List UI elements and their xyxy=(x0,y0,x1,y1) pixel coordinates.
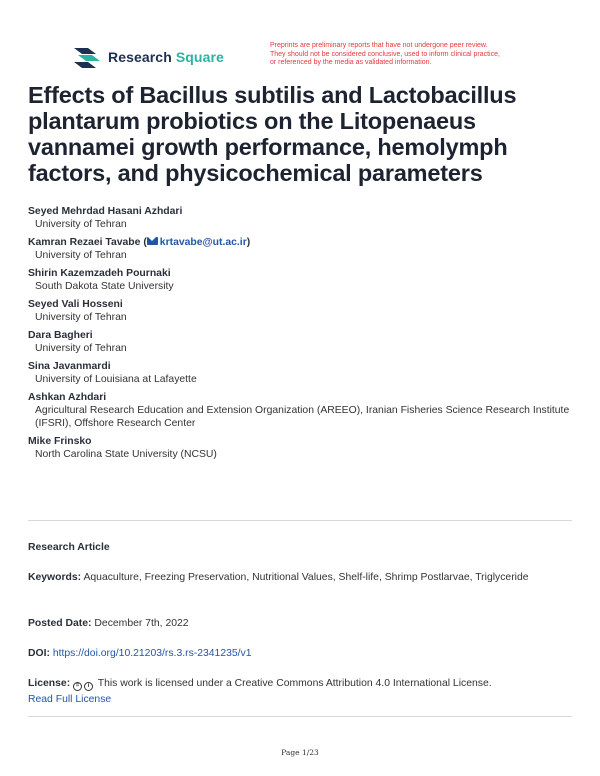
author-entry xyxy=(28,360,578,386)
author-affiliation: University of Tehran xyxy=(35,250,127,261)
author-entry xyxy=(28,298,578,324)
cc-icon: = xyxy=(73,682,82,691)
author-name: Kamran Rezaei Tavabe ( krtavabe@ut.ac.ir) xyxy=(28,237,251,248)
author-name: Seyed Vali Hosseni xyxy=(28,299,123,310)
license-label: License: xyxy=(28,678,71,689)
logo-word-research: Research xyxy=(108,49,172,65)
posted-date xyxy=(28,616,576,632)
keywords xyxy=(28,570,576,586)
logo-word-square: Square xyxy=(175,49,224,65)
author-email-link[interactable]: krtavabe@ut.ac.ir xyxy=(159,237,247,248)
author-entry xyxy=(28,205,578,231)
doi xyxy=(28,646,576,662)
keywords-label: Keywords: xyxy=(28,572,82,583)
notice-line: They should not be considered conclusive, used to inform clinical practice, xyxy=(270,50,500,58)
author-affiliation: North Carolina State University (NCSU) xyxy=(35,449,217,460)
author-list xyxy=(28,205,578,466)
posted-date-value: December 7th, 2022 xyxy=(94,618,189,629)
author-name: Shirin Kazemzadeh Pournaki xyxy=(28,268,171,279)
notice-line: or referenced by the media as validated information. xyxy=(270,59,432,67)
author-entry xyxy=(28,329,578,355)
author-entry xyxy=(28,236,578,262)
logo-wordmark xyxy=(108,49,224,65)
author-affiliation: University of Tehran xyxy=(35,312,127,323)
author-affiliation: University of Louisiana at Lafayette xyxy=(35,374,197,385)
divider xyxy=(28,520,572,521)
author-name: Sina Javanmardi xyxy=(28,361,111,372)
author-affiliation: University of Tehran xyxy=(35,219,127,230)
author-entry xyxy=(28,267,578,293)
author-entry xyxy=(28,435,578,461)
keywords-value: Aquaculture, Freezing Preservation, Nutritional Values, Shelf-life, Shrimp Postlarvae, Triglyceride xyxy=(83,572,529,583)
envelope-icon xyxy=(147,237,158,245)
license-text: This work is licensed under a Creative Commons Attribution 4.0 International License. xyxy=(97,678,492,689)
posted-date-label: Posted Date: xyxy=(28,618,92,629)
author-affiliation: South Dakota State University xyxy=(35,281,174,292)
article-type xyxy=(28,540,576,556)
paper-title: Effects of Bacillus subtilis and Lactobacillus plantarum probiotics on the Litopenaeus vannamei growth performance, hemolymph factors, and physicochemical parameters xyxy=(28,82,517,186)
author-affiliation: Agricultural Research Education and Extension Organization (AREEO), Iranian Fisheries Science Research Institute (IFSRI), Offshore Research Center xyxy=(35,405,570,429)
doi-link[interactable]: https://doi.org/10.21203/rs.3.rs-2341235/v1 xyxy=(52,648,252,659)
cc-by-icon: i xyxy=(84,682,93,691)
preprint-notice xyxy=(270,42,570,68)
read-full-license-link[interactable]: Read Full License xyxy=(28,693,112,705)
author-entry xyxy=(28,391,578,430)
divider xyxy=(28,716,572,717)
author-name: Ashkan Azhdari xyxy=(28,392,107,403)
author-name: Seyed Mehrdad Hasani Azhdari xyxy=(28,206,183,217)
research-square-logo[interactable] xyxy=(74,46,224,68)
author-name: Dara Bagheri xyxy=(28,330,93,341)
doi-label: DOI: xyxy=(28,648,50,659)
page-number: Page 1/23 xyxy=(281,748,319,757)
license xyxy=(28,676,576,707)
research-square-logo-icon xyxy=(74,46,100,68)
author-affiliation: University of Tehran xyxy=(35,343,127,354)
notice-line: Preprints are preliminary reports that have not undergone peer review. xyxy=(270,42,488,49)
author-name: Mike Frinsko xyxy=(28,436,92,447)
article-type-label: Research Article xyxy=(28,542,110,553)
author-name-text: Kamran Rezaei Tavabe xyxy=(28,237,141,248)
